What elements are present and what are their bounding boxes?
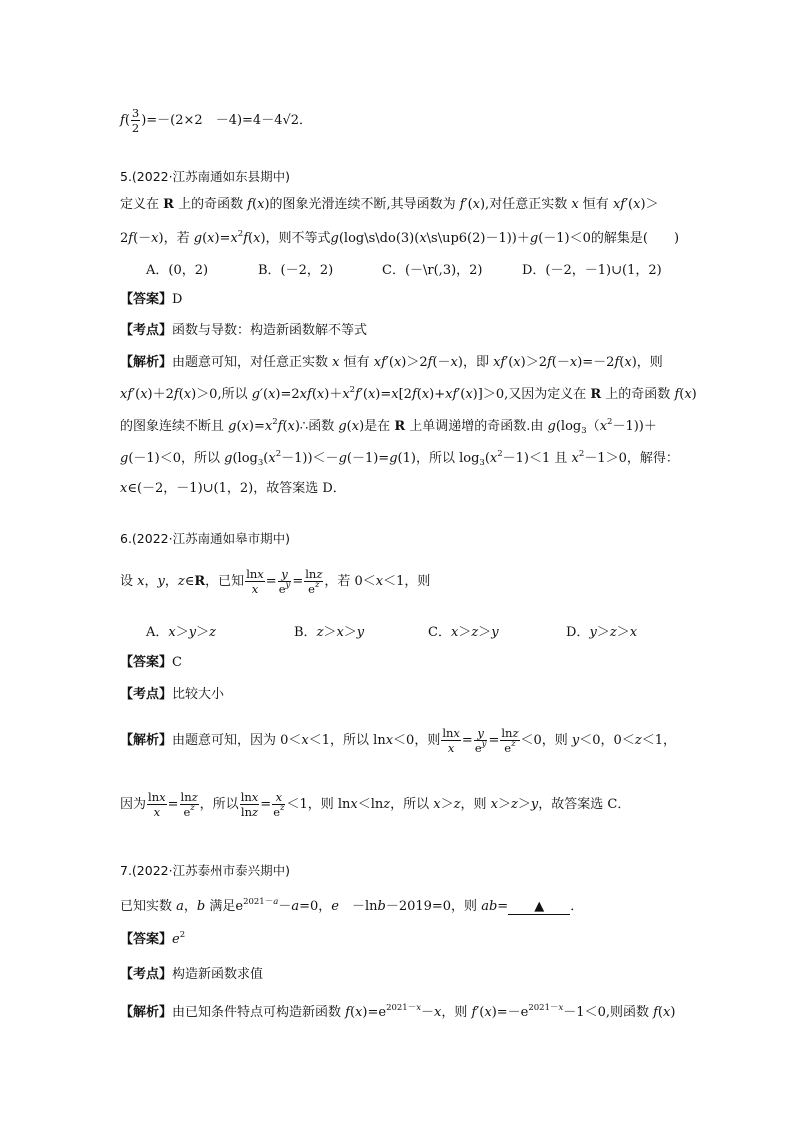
q5-topic: 【考点】函数与导数：构造新函数解不等式 (120, 323, 368, 338)
q5-stem-line2: 2f(－x)，若 $g(x)=x^2f(x)$，则不等式g(log\s\do(3)(x\s\up6(2)－1))＋g(－1)＜0的解集是( ) (120, 229, 680, 246)
fraction: $\frac{\ln z}{e^z}$ (305, 567, 323, 596)
fraction: $\frac{\ln x}{x}$ (246, 567, 264, 596)
q5-stem-line1: 定义在 R 上的奇函数 f(x)的图象光滑连续不断,其导函数为 f′(x),对任意正实数 x 恒有 xf′(x)＞ (120, 197, 659, 212)
fraction: $\frac{\ln x}{x}$ (148, 790, 166, 819)
q5-analysis-line1: 【解析】由题意可知，对任意正实数 x 恒有 xf′(x)＞2f(－x)，即 xf′(x)＞2f(－x)=－2f(x)，则 (120, 355, 663, 370)
q5-option-b: B．(－2，2) (258, 263, 334, 278)
fraction: $\frac{\ln x}{\ln z}$ (240, 790, 259, 819)
fraction: $\frac{\ln z}{e^z}$ (180, 790, 198, 819)
q6-option-d: D．y＞z＞x (566, 625, 638, 640)
q7-answer: 【答案】$e^2$ (120, 930, 186, 947)
answer-blank[interactable]: ▲ (508, 900, 570, 915)
q5-option-a: A．(0，2) (146, 263, 209, 278)
q5-option-c: C．(－\r(,3)，2) (382, 263, 483, 278)
q6-option-b: B．z＞x＞y (294, 625, 365, 640)
q5-source: 5.(2022·江苏南通如东县期中) (120, 169, 290, 184)
q5-analysis-line3: 的图象连续不断且 $g(x)=x^2f(x)\therefore$函数 g(x)是在 R 上单调递增的奇函数.由 $g(\log_3(x^2-1))+$ (120, 417, 657, 436)
q6-stem: 设 x，y，z∈R，已知 $\frac{\ln x}{x}$ = $\frac{y}{e^y}$ = $\frac{\ln z}{e^z}$ ，若 0＜x＜1，则 (120, 567, 431, 596)
fraction: $\frac{\ln z}{e^z}$ (501, 726, 519, 755)
fraction: $\frac{y}{e^y}$ (474, 726, 487, 755)
q7-source: 7.(2022·江苏泰州市泰兴期中) (120, 863, 290, 878)
q6-source: 6.(2022·江苏南通如皋市期中) (120, 531, 290, 546)
q5-option-d: D．(－2，－1)∪(1，2) (522, 263, 662, 278)
q5-analysis-line2: xf′(x)＋2f(x)＞0,所以 $g'(x)=2xf(x)+x^2f'(x)=x[2f(x)+xf'(x)]>0$,又因为定义在 R 上的奇函数 f(x) (120, 385, 697, 402)
q6-topic: 【考点】比较大小 (120, 687, 225, 702)
q7-topic: 【考点】构造新函数求值 (120, 967, 264, 982)
q5-answer: 【答案】D (120, 292, 183, 307)
q7-stem: 已知实数 a，b 满足$e^{2021-a}-a=0$，e －lnb－2019=0，则 ab= ▲ ． (120, 897, 584, 914)
q5-analysis-line4: g(－1)＜0，所以 $g(\log_3(x^2-1))<-g(-1)=g(1)$，所以 $\log_3(x^2-1)<1$ 且 $x^2-1>0$，解得： (120, 449, 679, 468)
q6-analysis-line1: 【解析】由题意可知，因为 0＜x＜1，所以 lnx＜0，则 $\frac{\ln x}{x}$ = $\frac{y}{e^y}$ = $\frac{\ln z}{e^z}$ ＜0，则 y＜0，0＜z＜1， (120, 726, 676, 755)
q7-analysis-line1: 【解析】由已知条件特点可构造新函数 $f(x)=e^{2021-x}-x$，则 $f'(x)=-e^{2021-x}-1<0$,则函数 f(x) (120, 1003, 676, 1020)
fraction: $\frac{\ln x}{x}$ (442, 726, 460, 755)
prev-solution-tail: f( $\frac{3}{2}$ )=－(2×2 －4)=4－4√2． (120, 106, 313, 135)
q6-option-c: C．x＞z＞y (428, 625, 499, 640)
fraction: $\frac{3}{2}$ (131, 106, 140, 135)
fraction: $\frac{x}{e^z}$ (273, 790, 285, 819)
q6-analysis-line2: 因为 $\frac{\ln x}{x}$ = $\frac{\ln z}{e^z}$ ，所以 $\frac{\ln x}{\ln z}$ = $\frac{x}{e^z}$ ＜1，则 lnx＜lnz，所以 x＞z，则 x＞z＞y，故答案选 C． (120, 790, 631, 819)
q6-option-a: A．x＞y＞z (146, 625, 216, 640)
q6-answer: 【答案】C (120, 655, 182, 670)
q5-analysis-line5: x∈(－2，－1)∪(1，2)，故答案选 D． (120, 481, 346, 496)
fraction: $\frac{y}{e^y}$ (278, 567, 291, 596)
